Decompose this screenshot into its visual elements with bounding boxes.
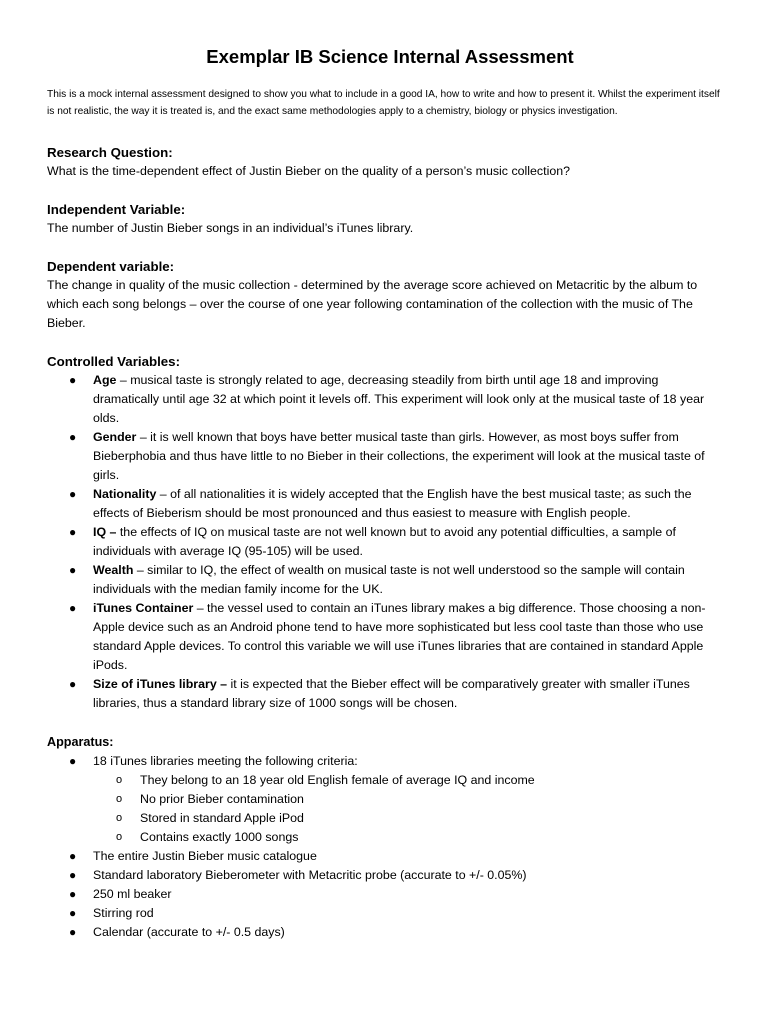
variable-description: the effects of IQ on musical taste are not well known but to avoid any potential difficulties, a sample of individuals with average IQ (95-105) will be used. (93, 525, 676, 558)
variable-term: Gender (93, 430, 137, 444)
variable-description: it is expected that the Bieber effect will be comparatively greater with smaller iTunes libraries, thus a standard library size of 1000 songs will be chosen. (93, 677, 690, 710)
variable-description: – musical taste is strongly related to age, decreasing steadily from birth until age 18 and improving dramatically until age 32 at which point it levels off. This experiment will look only at the musical taste of 18 year olds. (93, 373, 705, 425)
variable-description: – the vessel used to contain an iTunes library makes a big difference. Those choosing a non-Apple device such as an Android phone tend to have more sophisticated but less cool taste than those who use standard Apple devices. To control this variable we will use iTunes libraries that are contained in standard Apple iPods. (93, 601, 706, 672)
bullet-icon: ● (69, 849, 77, 863)
list-item (47, 752, 727, 771)
bullet-icon: ● (69, 601, 77, 615)
document-title: Exemplar IB Science Internal Assessment (206, 46, 574, 67)
variable-term: Size of iTunes library – (93, 677, 228, 691)
list-item (47, 904, 727, 923)
research-question-text: What is the time-dependent effect of Justin Bieber on the quality of a person’s music collection? (47, 164, 570, 178)
dependent-variable-heading: Dependent variable: (47, 259, 175, 274)
bullet-icon: ● (69, 525, 77, 539)
list-item (47, 523, 727, 561)
list-item (47, 561, 727, 599)
apparatus-heading: Apparatus: (47, 735, 114, 749)
criteria-item: Stored in standard Apple iPod (140, 811, 304, 825)
list-item (47, 866, 727, 885)
independent-variable-heading: Independent Variable: (47, 202, 186, 217)
apparatus-item: 250 ml beaker (93, 887, 172, 901)
criteria-item: Contains exactly 1000 songs (140, 830, 299, 844)
bullet-icon: ● (69, 868, 77, 882)
variable-description: – of all nationalities it is widely accepted that the English have the best musical taste; as such the effects of Bieberism should be most pronounced and thus easiest to measure with English people. (93, 487, 692, 520)
list-item (47, 923, 727, 942)
list-item (47, 771, 727, 790)
list-item (47, 809, 727, 828)
research-question-heading: Research Question: (47, 145, 173, 160)
apparatus-item: Calendar (accurate to +/- 0.5 days) (93, 925, 285, 939)
variable-description: – it is well known that boys have better musical taste than girls. However, as most boys suffer from Bieberphobia and thus have little to no Bieber in their collections, the experiment will look at the musical taste of girls. (93, 430, 705, 482)
apparatus-item: Stirring rod (93, 906, 154, 920)
bullet-icon: ● (69, 430, 77, 444)
bullet-icon: ● (69, 563, 77, 577)
independent-variable-text: The number of Justin Bieber songs in an individual’s iTunes library. (47, 221, 414, 235)
variable-term: Nationality (93, 487, 157, 501)
criteria-item: They belong to an 18 year old English female of average IQ and income (140, 773, 535, 787)
bullet-icon: ● (69, 373, 77, 387)
circle-bullet-icon: o (116, 793, 123, 805)
bullet-icon: ● (69, 487, 77, 501)
bullet-icon: ● (69, 754, 77, 768)
list-item (47, 847, 727, 866)
variable-description: – similar to IQ, the effect of wealth on musical taste is not well understood so the sample will contain individuals with the median family income for the UK. (93, 563, 685, 596)
criteria-list (47, 771, 727, 847)
controlled-variables-list (47, 371, 727, 713)
dependent-variable-text: The change in quality of the music collection - determined by the average score achieved on Metacritic by the album to which each song belongs – over the course of one year following contamination of the collection with the music of The Bieber. (47, 278, 698, 330)
bullet-icon: ● (69, 906, 77, 920)
variable-term: IQ – (93, 525, 117, 539)
list-item (47, 790, 727, 809)
apparatus-item: Standard laboratory Bieberometer with Metacritic probe (accurate to +/- 0.05%) (93, 868, 527, 882)
bullet-icon: ● (69, 887, 77, 901)
variable-term: iTunes Container (93, 601, 194, 615)
criteria-item: No prior Bieber contamination (140, 792, 304, 806)
list-item (47, 485, 727, 523)
circle-bullet-icon: o (116, 831, 123, 843)
controlled-variables-heading: Controlled Variables: (47, 354, 181, 369)
list-item (47, 371, 727, 428)
apparatus-item: The entire Justin Bieber music catalogue (93, 849, 317, 863)
circle-bullet-icon: o (116, 774, 123, 786)
intro-paragraph: This is a mock internal assessment designed to show you what to include in a good IA, how to write and how to present it. Whilst the experiment itself is not realistic, the way it is treated is, and the exact same methodologies apply to a chemistry, biology or physics investigation. (47, 89, 720, 117)
list-item (47, 828, 727, 847)
variable-term: Age (93, 373, 117, 387)
list-item (47, 428, 727, 485)
apparatus-item: 18 iTunes libraries meeting the following criteria: (93, 754, 358, 768)
apparatus-list-continued (47, 847, 727, 942)
variable-term: Wealth (93, 563, 134, 577)
bullet-icon: ● (69, 677, 77, 691)
circle-bullet-icon: o (116, 812, 123, 824)
apparatus-list (47, 752, 727, 771)
bullet-icon: ● (69, 925, 77, 939)
document-page (47, 0, 727, 942)
list-item (47, 675, 727, 713)
list-item (47, 599, 727, 675)
list-item (47, 885, 727, 904)
